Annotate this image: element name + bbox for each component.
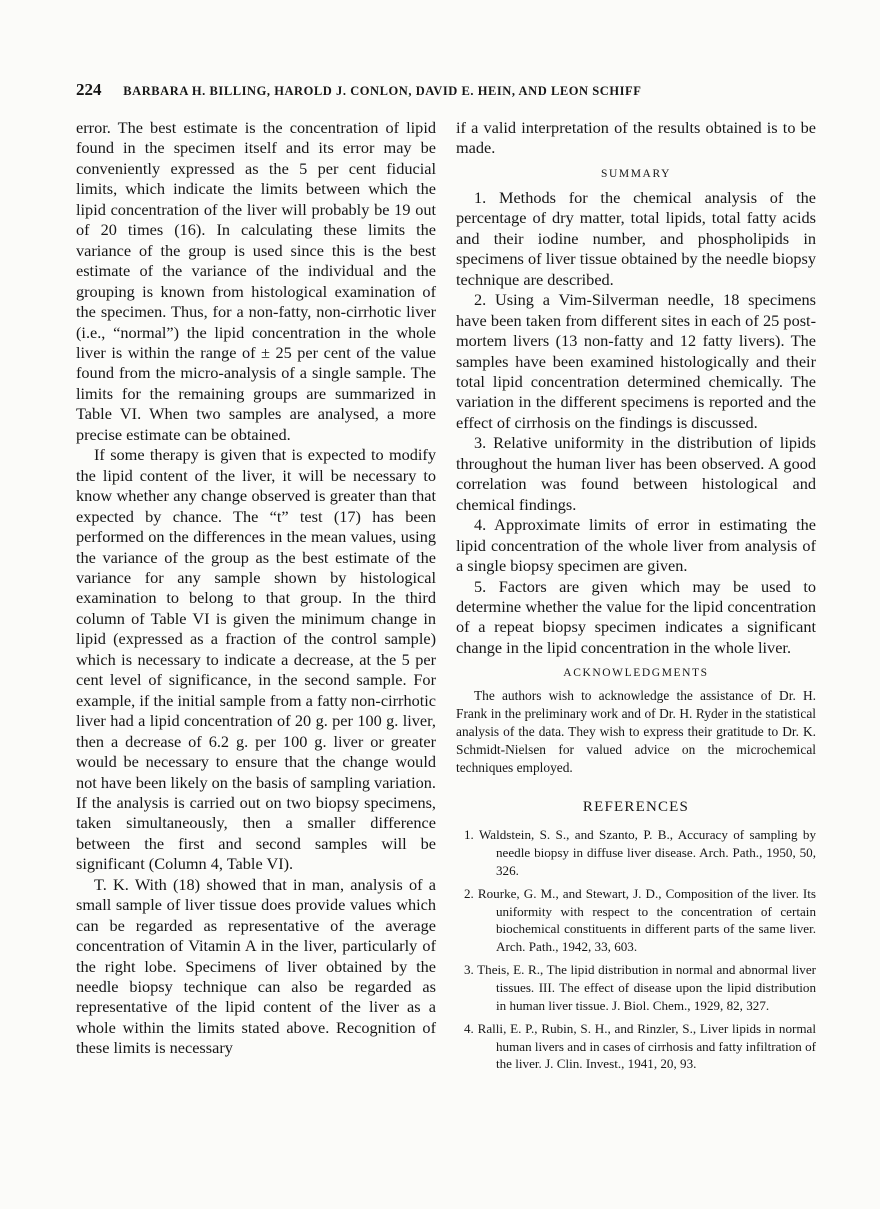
running-header bbox=[76, 80, 816, 100]
acknowledgments-heading: ACKNOWLEDGMENTS bbox=[563, 667, 709, 680]
summary-item: 2. Using a Vim-Silverman needle, 18 specimens have been taken from different sites in each of 25 post-mortem livers (13 non-fatty and 12 fatty livers). The samples have been examined histologically and their total lipid concentration determined chemically. The variation in the different specimens is reported and the effect of cirrhosis on the findings is discussed. bbox=[456, 290, 816, 432]
summary-item: 4. Approximate limits of error in estimating the lipid concentration of the whole liver from analysis of a single biopsy specimen are given. bbox=[456, 515, 816, 576]
summary-item: 1. Methods for the chemical analysis of the percentage of dry matter, total lipids, total fatty acids and their iodine number, and phospholipids in specimens of liver tissue obtained by the needle biopsy technique are described. bbox=[456, 187, 816, 289]
summary-list bbox=[456, 188, 816, 658]
right-column bbox=[456, 118, 816, 1079]
running-head-authors: BARBARA H. BILLING, HAROLD J. CONLON, DAVID E. HEIN, AND LEON SCHIFF bbox=[123, 84, 642, 98]
paragraph-continuation: if a valid interpretation of the results obtained is to be made. bbox=[456, 118, 816, 158]
reference-item: 1. Waldstein, S. S., and Szanto, P. B., Accuracy of sampling by needle biopsy in diffuse liver disease. Arch. Path., 1950, 50, 326. bbox=[464, 827, 816, 878]
paragraph-vitamin-a: T. K. With (18) showed that in man, analysis of a small sample of liver tissue does provide values which can be regarded as representative of the average concentration of Vitamin A in the liver, particularly of the right lobe. Specimens of liver obtained by the needle biopsy technique can also be regarded as representative of the lipid content of the liver as a whole within the limits stated above. Recognition of these limits is necessary bbox=[76, 874, 436, 1058]
reference-item: 3. Theis, E. R., The lipid distribution in normal and abnormal liver tissues. III. The effect of disease upon the lipid distribution in human liver tissue. J. Biol. Chem., 1929, 82, 327. bbox=[464, 962, 816, 1013]
left-column bbox=[76, 118, 436, 1059]
summary-heading: SUMMARY bbox=[601, 167, 671, 180]
paragraph-therapy-t-test: If some therapy is given that is expected to modify the lipid content of the liver, it will be necessary to know whether any change observed is greater than that expected by chance. The “t” test (17) has been performed on the differences in the mean values, using the variance of the group as the best estimate of the variance for any sample shown by histological examination to belong to that group. In the third column of Table VI is given the minimum change in lipid (expressed as a fraction of the control sample) which is necessary to indicate a decrease, at the 5 per cent level of significance, in the second sample. For example, if the initial sample from a fatty non-cirrhotic liver had a lipid concentration of 20 g. per 100 g. liver, then a decrease of 6.2 g. per 100 g. liver or greater would be necessary to ensure that the change would not have been likely on the basis of sampling variation. If the analysis is carried out on two biopsy specimens, taken simultaneously, then a smaller difference between the first and second samples will be significant (Column 4, Table VI). bbox=[76, 445, 436, 874]
page-number: 224 bbox=[76, 80, 102, 99]
reference-list bbox=[456, 826, 816, 1073]
summary-item: 5. Factors are given which may be used to determine whether the value for the lipid concentration of a repeat biopsy specimen indicates a significant change in the lipid concentration in the whole liver. bbox=[456, 576, 816, 657]
summary-item: 3. Relative uniformity in the distribution of lipids throughout the human liver has been observed. A good correlation was found between histological and chemical findings. bbox=[456, 433, 816, 514]
references-heading: REFERENCES bbox=[582, 799, 690, 816]
reference-item: 4. Ralli, E. P., Rubin, S. H., and Rinzler, S., Liver lipids in normal human livers and in cases of cirrhosis and fatty infiltration of the liver. J. Clin. Invest., 1941, 20, 93. bbox=[464, 1021, 816, 1072]
reference-item: 2. Rourke, G. M., and Stewart, J. D., Composition of the liver. Its uniformity with respect to the concentration of certain biochemical constituents in different parts of the same liver. Arch. Path., 1942, 33, 603. bbox=[464, 886, 816, 954]
acknowledgments-text: The authors wish to acknowledge the assistance of Dr. H. Frank in the preliminary work and of Dr. H. Ryder in the statistical analysis of the data. They wish to express their gratitude to Dr. K. Schmidt-Nielsen for valued advice on the microchemical techniques employed. bbox=[456, 688, 816, 776]
paragraph-error-estimate: error. The best estimate is the concentration of lipid found in the specimen itself and its error may be conveniently expressed as the 5 per cent fiducial limits, which indicate the limits between which the lipid concentration of the liver will probably be 19 out of 20 times (16). In calculating these limits the variance of the group is used since this is the best estimate of the variance of the individual and the grouping is known from histological examination of the specimen. Thus, for a non-fatty, non-cirrhotic liver (i.e., “normal”) the lipid concentration in the whole liver is within the range of ± 25 per cent of the value found from the micro-analysis of a single sample. The limits for the remaining groups are summarized in Table VI. When two samples are analysed, a more precise estimate can be obtained. bbox=[76, 118, 436, 444]
